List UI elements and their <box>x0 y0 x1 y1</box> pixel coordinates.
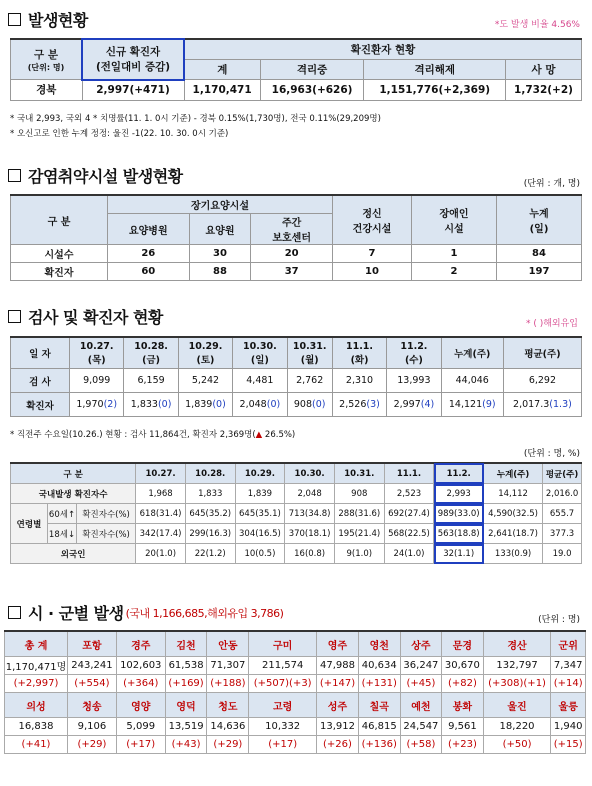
table-row <box>11 245 582 263</box>
tests-footnote: * 직전주 수요일(10.26.) 현황 : 검사 11,864건, 확진자 2,369명(▲ 26.5%) <box>10 430 296 440</box>
occurrence-table <box>10 38 582 101</box>
region-name: 김천 <box>165 631 207 657</box>
cell: 4,481 <box>233 369 287 393</box>
region-value: 9,106 <box>68 718 117 736</box>
region-increase: (+45) <box>400 675 441 693</box>
cell: 60 <box>108 263 190 281</box>
cell: 30 <box>189 245 251 263</box>
cell: 299(16.3) <box>185 524 235 544</box>
region-increase: (+131) <box>358 675 400 693</box>
cell: 2,017.3(1.3) <box>503 393 581 417</box>
region-increase: (+507)(+3) <box>249 675 317 693</box>
cell-death: 1,732(+2) <box>506 80 582 101</box>
region-increase: (+58) <box>400 736 441 754</box>
header-average: 평균(주) <box>543 463 582 484</box>
row-group-label: 연령별 <box>11 504 48 544</box>
header-date-highlight: 11.2. <box>434 463 484 484</box>
cell: 908 <box>334 484 384 504</box>
region-value: 13,519 <box>165 718 207 736</box>
header-daycare: 주간 보호센터 <box>251 214 333 245</box>
cell: 195(21.4) <box>334 524 384 544</box>
section-title-text: 발생현황 <box>28 11 88 30</box>
header-cumulative: 누계 (일) <box>497 195 582 245</box>
region-name: 울진 <box>483 693 551 718</box>
cell: 655.7 <box>543 504 582 524</box>
region-name: 청송 <box>68 693 117 718</box>
row-label: 시설수 <box>11 245 108 263</box>
section-title-facilities <box>8 164 183 187</box>
row-label: 60세↑ <box>48 504 77 524</box>
region-name: 영양 <box>116 693 165 718</box>
cell: 7 <box>333 245 412 263</box>
region-value: 71,307 <box>207 657 249 675</box>
age-table <box>10 462 582 564</box>
region-value: 47,988 <box>317 657 359 675</box>
header-date-7: 11.2. (수) <box>387 337 441 369</box>
region-value: 132,797 <box>483 657 551 675</box>
cell: 908(0) <box>287 393 332 417</box>
header-date: 10.31. <box>334 463 384 484</box>
header-date: 10.28. <box>185 463 235 484</box>
region-value: 36,247 <box>400 657 441 675</box>
region-name: 영천 <box>358 631 400 657</box>
header-date-5: 10.31. (월) <box>287 337 332 369</box>
region-increase: (+41) <box>5 736 68 754</box>
age-table-unit: (단위 : 명, %) <box>523 449 580 459</box>
cell: 9(1.0) <box>334 544 384 564</box>
tests-table <box>10 336 582 417</box>
region-name: 총 계 <box>5 631 68 657</box>
cell: 2,641(18.7) <box>484 524 543 544</box>
region-increase: (+147) <box>317 675 359 693</box>
region-increase: (+26) <box>317 736 359 754</box>
header-date: 10.27. <box>136 463 186 484</box>
cell: 84 <box>497 245 582 263</box>
cell: 1,839(0) <box>178 393 232 417</box>
cell: 568(22.5) <box>384 524 434 544</box>
cell: 2,048 <box>285 484 335 504</box>
region-name: 청도 <box>207 693 249 718</box>
cell: 1 <box>412 245 497 263</box>
region-name: 영덕 <box>165 693 207 718</box>
region-value: 14,636 <box>207 718 249 736</box>
row-label: 확진자 <box>11 263 108 281</box>
region-increase: (+43) <box>165 736 207 754</box>
cell: 32(1.1) <box>434 544 484 564</box>
cell-isolation: 16,963(+626) <box>260 80 364 101</box>
row-label: 18세↓ <box>48 524 77 544</box>
region-increase: (+29) <box>207 736 249 754</box>
region-increase: (+29) <box>68 736 117 754</box>
cell: 37 <box>251 263 333 281</box>
cell: 10(0.5) <box>235 544 285 564</box>
region-increase: (+82) <box>442 675 483 693</box>
region-increase: (+14) <box>551 675 586 693</box>
checkbox-square-icon <box>8 169 21 182</box>
cell-new: 2,997(+471) <box>82 80 184 101</box>
section-title-tests <box>8 305 163 328</box>
header-date: 10.30. <box>285 463 335 484</box>
cell: 304(16.5) <box>235 524 285 544</box>
header-death: 사 망 <box>506 60 582 80</box>
region-increase: (+15) <box>551 736 586 754</box>
cell-released: 1,151,776(+2,369) <box>364 80 506 101</box>
cell: 20 <box>251 245 333 263</box>
cell: 2,016.0 <box>543 484 582 504</box>
table-row <box>11 544 582 564</box>
section-title-regions <box>8 601 283 624</box>
header-isolation: 격리중 <box>260 60 364 80</box>
facilities-table <box>10 194 582 281</box>
table-row-names <box>5 693 586 718</box>
cell: 14,121(9) <box>441 393 503 417</box>
region-name: 성주 <box>317 693 359 718</box>
row-label-tests: 검 사 <box>11 369 70 393</box>
region-name: 의성 <box>5 693 68 718</box>
cell: 10 <box>333 263 412 281</box>
header-average: 평균(주) <box>503 337 581 369</box>
region-name: 상주 <box>400 631 441 657</box>
checkbox-square-icon <box>8 13 21 26</box>
region-value: 9,561 <box>442 718 483 736</box>
section-title-occurrence <box>8 8 88 31</box>
region-value: 1,940 <box>551 718 586 736</box>
cell: 1,833(0) <box>124 393 178 417</box>
table-row-increase <box>5 675 586 693</box>
table-row <box>11 524 582 544</box>
header-new-cases: 신규 확진자 (전일대비 증감) <box>82 39 184 80</box>
table-row <box>11 369 582 393</box>
region-value: 102,603 <box>116 657 165 675</box>
region-name: 예천 <box>400 693 441 718</box>
table-row <box>11 504 582 524</box>
row-label: 외국인 <box>11 544 136 564</box>
header-date-3: 10.29. (토) <box>178 337 232 369</box>
header-disabled: 장애인 시설 <box>412 195 497 245</box>
header-nursing-hospital: 요양병원 <box>108 214 190 245</box>
checkbox-square-icon <box>8 310 21 323</box>
facilities-unit: (단위 : 개, 명) <box>523 179 580 189</box>
region-increase: (+17) <box>249 736 317 754</box>
row-label: 국내발생 확진자수 <box>11 484 136 504</box>
region-increase: (+2,997) <box>5 675 68 693</box>
checkbox-square-icon <box>8 606 21 619</box>
table-row-values <box>5 718 586 736</box>
cell: 342(17.4) <box>136 524 186 544</box>
region-name: 문경 <box>442 631 483 657</box>
region-increase: (+554) <box>68 675 117 693</box>
header-nursing-home: 요양원 <box>189 214 251 245</box>
cell-total: 1,170,471 <box>184 80 260 101</box>
section-title-text: 검사 및 확진자 현황 <box>28 308 163 327</box>
cell: 133(0.9) <box>484 544 543 564</box>
region-value: 1,170,471명 <box>5 657 68 675</box>
cell: 14,112 <box>484 484 543 504</box>
cell: 645(35.2) <box>185 504 235 524</box>
cell: 2,310 <box>332 369 386 393</box>
cell: 20(1.0) <box>136 544 186 564</box>
cell: 6,292 <box>503 369 581 393</box>
region-increase: (+308)(+1) <box>483 675 551 693</box>
header-date: 일 자 <box>11 337 70 369</box>
cell: 1,968 <box>136 484 186 504</box>
cell: 22(1.2) <box>185 544 235 564</box>
region-increase: (+23) <box>442 736 483 754</box>
cell: 1,833 <box>185 484 235 504</box>
cell: 24(1.0) <box>384 544 434 564</box>
header-date: 11.1. <box>384 463 434 484</box>
region-name: 군위 <box>551 631 586 657</box>
table-row <box>11 263 582 281</box>
header-long-term-care: 장기요양시설 <box>108 195 333 214</box>
table-row-values <box>5 657 586 675</box>
header-cumulative: 누계(주) <box>484 463 543 484</box>
cell: 2,526(3) <box>332 393 386 417</box>
region-name: 영주 <box>317 631 359 657</box>
cell: 370(18.1) <box>285 524 335 544</box>
cell: 4,590(32.5) <box>484 504 543 524</box>
cell: 44,046 <box>441 369 503 393</box>
cell: 2,048(0) <box>233 393 287 417</box>
cell: 6,159 <box>124 369 178 393</box>
tests-note: * ( )해외유입 <box>525 319 578 329</box>
table-row-increase <box>5 736 586 754</box>
region-name: 울릉 <box>551 693 586 718</box>
footnote-1: * 국내 2,993, 국외 4 * 치명률(11. 1. 0시 기준) - 경북 0.15%(1,730명), 전국 0.11%(29,209명) <box>10 114 381 124</box>
cell: 377.3 <box>543 524 582 544</box>
regions-unit: (단위 : 명) <box>538 615 580 625</box>
table-row-names <box>5 631 586 657</box>
region-name: 봉화 <box>442 693 483 718</box>
region-name: 경산 <box>483 631 551 657</box>
header-date-1: 10.27. (목) <box>70 337 124 369</box>
cell: 563(18.8) <box>434 524 484 544</box>
header-released: 격리해제 <box>364 60 506 80</box>
region-value: 61,538 <box>165 657 207 675</box>
region-name: 안동 <box>207 631 249 657</box>
row-region: 경북 <box>11 80 83 101</box>
header-mental: 정신 건강시설 <box>333 195 412 245</box>
header-gubun: 구 분 <box>11 195 108 245</box>
cell: 288(31.6) <box>334 504 384 524</box>
footnote-2: * 오신고로 인한 누계 정정: 울진 -1(22. 10. 30. 0시 기준) <box>10 129 229 139</box>
region-value: 10,332 <box>249 718 317 736</box>
region-increase: (+136) <box>358 736 400 754</box>
cell: 1,839 <box>235 484 285 504</box>
header-status: 확진환자 현황 <box>184 39 582 60</box>
region-increase: (+188) <box>207 675 249 693</box>
cell: 26 <box>108 245 190 263</box>
cell: 13,993 <box>387 369 441 393</box>
cell: 2,523 <box>384 484 434 504</box>
row-label: 확진자수(%) <box>77 504 136 524</box>
header-gubun: 구 분 (단위: 명) <box>11 39 83 80</box>
cell: 618(31.4) <box>136 504 186 524</box>
cell: 2 <box>412 263 497 281</box>
cell: 2,993 <box>434 484 484 504</box>
region-value: 40,634 <box>358 657 400 675</box>
region-value: 7,347 <box>551 657 586 675</box>
region-increase: (+50) <box>483 736 551 754</box>
region-value: 30,670 <box>442 657 483 675</box>
header-date-6: 11.1. (화) <box>332 337 386 369</box>
cell: 713(34.8) <box>285 504 335 524</box>
cell: 1,970(2) <box>70 393 124 417</box>
region-value: 16,838 <box>5 718 68 736</box>
table-row <box>11 484 582 504</box>
cell: 692(27.4) <box>384 504 434 524</box>
cell: 645(35.1) <box>235 504 285 524</box>
cell: 9,099 <box>70 369 124 393</box>
domestic-total: (국내 1,166,685, <box>125 606 208 620</box>
header-date-4: 10.30. (일) <box>233 337 287 369</box>
region-value: 24,547 <box>400 718 441 736</box>
header-total: 계 <box>184 60 260 80</box>
region-increase: (+17) <box>116 736 165 754</box>
region-name: 고령 <box>249 693 317 718</box>
region-value: 46,815 <box>358 718 400 736</box>
region-increase: (+364) <box>116 675 165 693</box>
cell: 5,242 <box>178 369 232 393</box>
cell: 19.0 <box>543 544 582 564</box>
region-name: 칠곡 <box>358 693 400 718</box>
region-name: 경주 <box>116 631 165 657</box>
up-arrow-icon: ▲ <box>255 430 263 440</box>
cell: 989(33.0) <box>434 504 484 524</box>
region-value: 243,241 <box>68 657 117 675</box>
region-value: 211,574 <box>249 657 317 675</box>
row-label-confirmed: 확진자 <box>11 393 70 417</box>
cell: 197 <box>497 263 582 281</box>
table-row <box>11 393 582 417</box>
region-name: 구미 <box>249 631 317 657</box>
cell: 88 <box>189 263 251 281</box>
region-increase: (+169) <box>165 675 207 693</box>
cell: 16(0.8) <box>285 544 335 564</box>
header-date-2: 10.28. (금) <box>124 337 178 369</box>
regions-table <box>4 630 586 754</box>
region-name: 포항 <box>68 631 117 657</box>
cell: 2,997(4) <box>387 393 441 417</box>
section-title-text: 시 · 군별 발생 <box>28 604 124 623</box>
row-label: 확진자수(%) <box>77 524 136 544</box>
header-cumulative: 누계(주) <box>441 337 503 369</box>
region-value: 5,099 <box>116 718 165 736</box>
overseas-total: 해외유입 3,786) <box>207 606 284 620</box>
header-gubun: 구 분 <box>11 463 136 484</box>
region-value: 13,912 <box>317 718 359 736</box>
section-title-text: 감염취약시설 발생현황 <box>28 167 183 186</box>
occurrence-ratio: *도 발생 비율 4.56% <box>494 20 580 30</box>
cell: 2,762 <box>287 369 332 393</box>
header-date: 10.29. <box>235 463 285 484</box>
region-value: 18,220 <box>483 718 551 736</box>
